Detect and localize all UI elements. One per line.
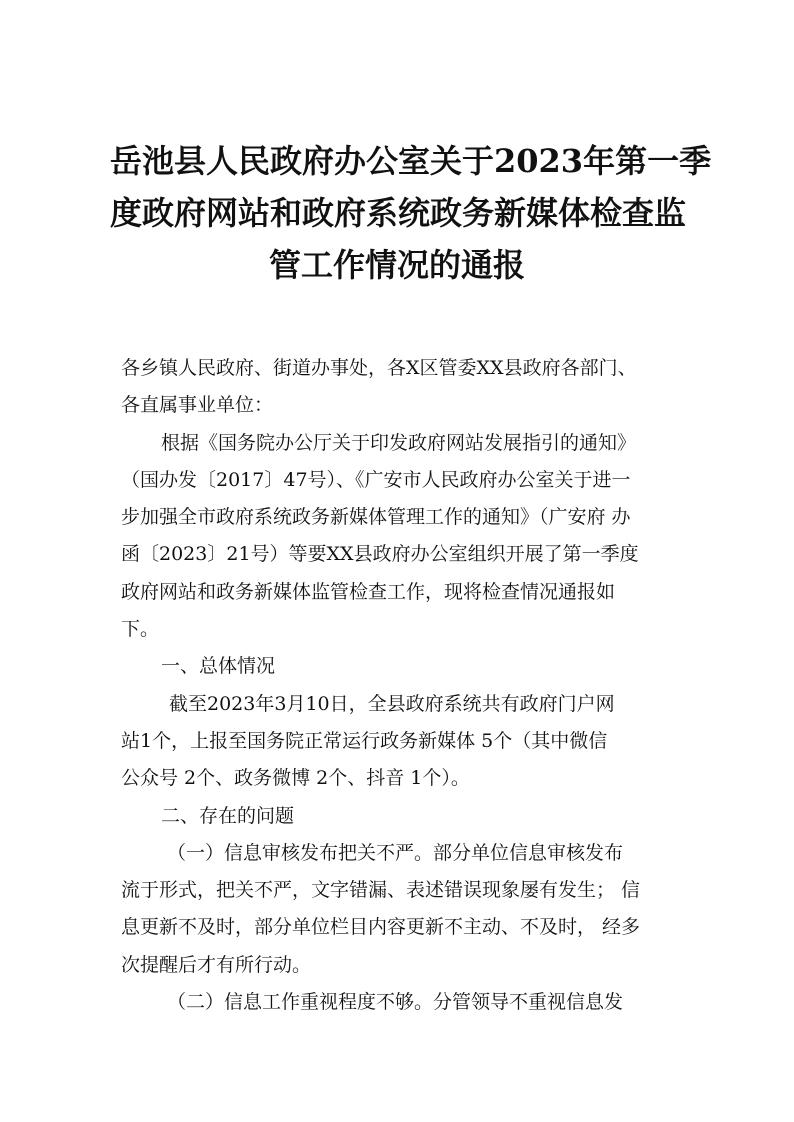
- issue-1-line-2: 流于形式，把关不严，文字错漏、表述错误现象屡有发生； 信: [121, 879, 641, 902]
- intro-line-5: 政府网站和政务新媒体监管检查工作，现将检查情况通报如: [121, 580, 616, 603]
- section-1-heading-text: 一、总体情况: [161, 655, 276, 678]
- addressee-line-1: 各乡镇人民政府、街道办事处，各X区管委XX县政府各部门、: [121, 357, 637, 379]
- issue-1-line-4: 次提醒后才有所行动。: [121, 953, 312, 976]
- intro-line-1: 根据《国务院办公厅关于印发政府网站发展指引的通知》: [161, 431, 637, 454]
- section-1-heading: [121, 648, 689, 685]
- section-2-heading-text: 二、存在的问题: [161, 804, 295, 827]
- section-1-line-2: 站1个，上报至国务院正常运行政务新媒体 5个（其中微信: [121, 729, 608, 752]
- addressee-line-2: 各直属事业单位：: [121, 394, 274, 417]
- document-title: [110, 135, 712, 291]
- intro-line-4: 函〔2023〕21号）等要XX县政府办公室组织开展了第一季度: [121, 543, 639, 566]
- section-2-heading: [121, 798, 689, 835]
- issue-1-line-3: 息更新不及时，部分单位栏目内容更新不主动、不及时， 经多: [121, 916, 641, 939]
- intro-line-3: 步加强全市政府系统政务新媒体管理工作的通知》（广安府 办: [121, 506, 631, 529]
- section-1-line-1: 截至2023年3月10日，全县政府系统共有政府门户网: [169, 692, 615, 715]
- section-1-paragraph: [121, 686, 689, 798]
- addressee-paragraph: [121, 350, 689, 425]
- document-body: [121, 350, 689, 1021]
- title-line-3: 管工作情况的通报: [268, 246, 525, 284]
- issue-1-line-1: （一）信息审核发布把关不严。部分单位信息审核发布: [167, 841, 624, 864]
- issue-2-line-1: （二）信息工作重视程度不够。分管领导不重视信息发: [167, 991, 624, 1014]
- section-1-line-3: 公众号 2个、政务微博 2个、抖音 1个）。: [121, 767, 470, 790]
- title-line-1: 岳池县人民政府办公室关于2023年第一季: [110, 142, 712, 180]
- intro-line-2: （国办发〔2017〕47号）、《广安市人民政府办公室关于进一: [121, 468, 631, 491]
- intro-paragraph: [121, 425, 689, 649]
- title-line-2: 度政府网站和政府系统政务新媒体检查监: [110, 194, 687, 232]
- intro-line-6: 下。: [121, 618, 160, 641]
- issue-2-paragraph: [121, 984, 689, 1021]
- issue-1-paragraph: [121, 835, 689, 984]
